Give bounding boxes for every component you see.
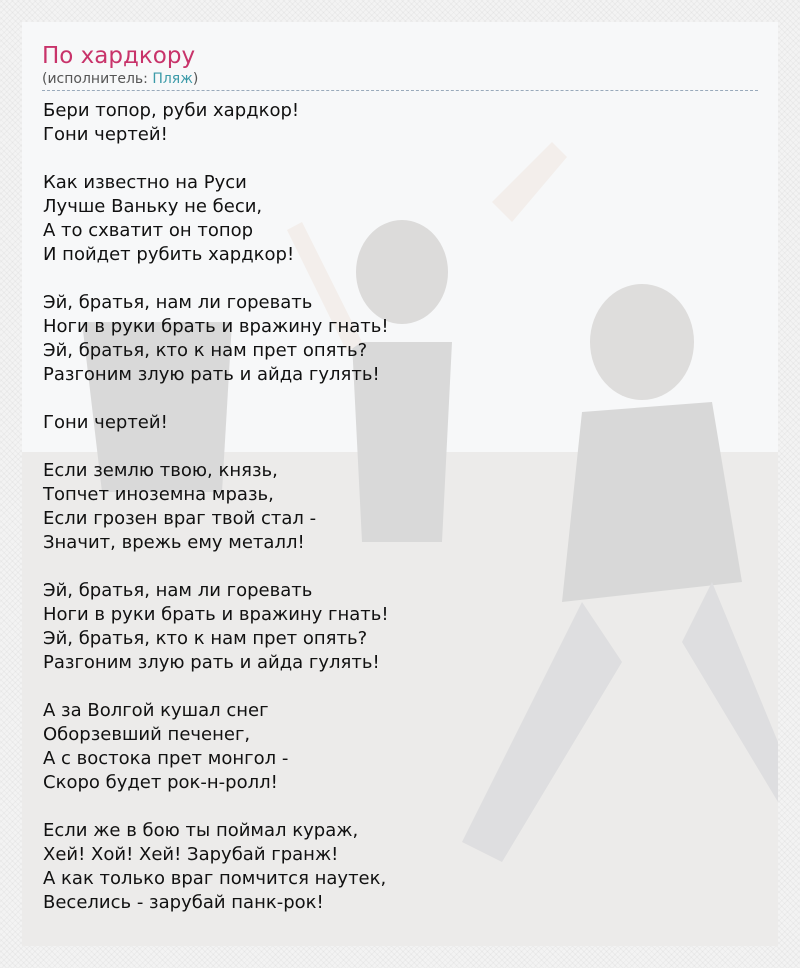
lyric-line: Лучше Ваньку не беси,: [43, 196, 263, 217]
lyric-line: Разгоним злую рать и айда гулять!: [43, 364, 380, 385]
stanza: [43, 819, 753, 915]
lyrics-content: [22, 22, 778, 946]
lyric-line: И пойдет рубить хардкор!: [43, 244, 295, 265]
lyric-line: Если же в бою ты поймал кураж,: [43, 820, 359, 841]
lyric-line: Значит, врежь ему металл!: [43, 532, 305, 553]
artist-prefix: (исполнитель:: [42, 71, 153, 87]
lyric-line: Как известно на Руси: [43, 172, 247, 193]
lyric-line: Если землю твою, князь,: [43, 460, 278, 481]
lyric-line: Эй, братья, кто к нам прет опять?: [43, 340, 368, 361]
lyric-line: Если грозен враг твой стал -: [43, 508, 317, 529]
lyric-line: Бери топор, руби хардкор!: [43, 100, 300, 121]
lyric-line: Скоро будет рок-н-ролл!: [43, 772, 278, 793]
stanza: [43, 459, 753, 555]
stanza: [43, 699, 753, 795]
stanza: [43, 291, 753, 387]
lyric-line: А за Волгой кушал снег: [43, 700, 269, 721]
lyric-line: Эй, братья, нам ли горевать: [43, 580, 313, 601]
lyric-line: А как только враг помчится наутек,: [43, 868, 387, 889]
stanza: [43, 171, 753, 267]
lyric-line: Топчет иноземна мразь,: [43, 484, 274, 505]
lyric-line: Хей! Хой! Хей! Зарубай гранж!: [43, 844, 339, 865]
stanza: [43, 99, 753, 147]
lyric-line: Гони чертей!: [43, 124, 168, 145]
lyrics-card: [22, 22, 778, 946]
lyric-line: А с востока прет монгол -: [43, 748, 289, 769]
artist-link[interactable]: Пляж: [152, 71, 193, 87]
stanza: [43, 579, 753, 675]
lyric-line: Оборзевший печенег,: [43, 724, 251, 745]
lyric-line: Ноги в руки брать и вражину гнать!: [43, 316, 389, 337]
song-title: По хардкору: [42, 43, 196, 69]
title-divider: [42, 90, 758, 91]
artist-info: [42, 70, 198, 88]
lyric-line: Ноги в руки брать и вражину гнать!: [43, 604, 389, 625]
lyric-line: Эй, братья, кто к нам прет опять?: [43, 628, 368, 649]
lyric-line: А то схватит он топор: [43, 220, 254, 241]
lyrics-text: [43, 99, 753, 939]
artist-suffix: ): [192, 71, 199, 87]
lyric-line: Разгоним злую рать и айда гулять!: [43, 652, 380, 673]
lyric-line: Эй, братья, нам ли горевать: [43, 292, 313, 313]
lyric-line: Гони чертей!: [43, 412, 168, 433]
lyric-line: Веселись - зарубай панк-рок!: [43, 892, 324, 913]
stanza: [43, 411, 753, 435]
